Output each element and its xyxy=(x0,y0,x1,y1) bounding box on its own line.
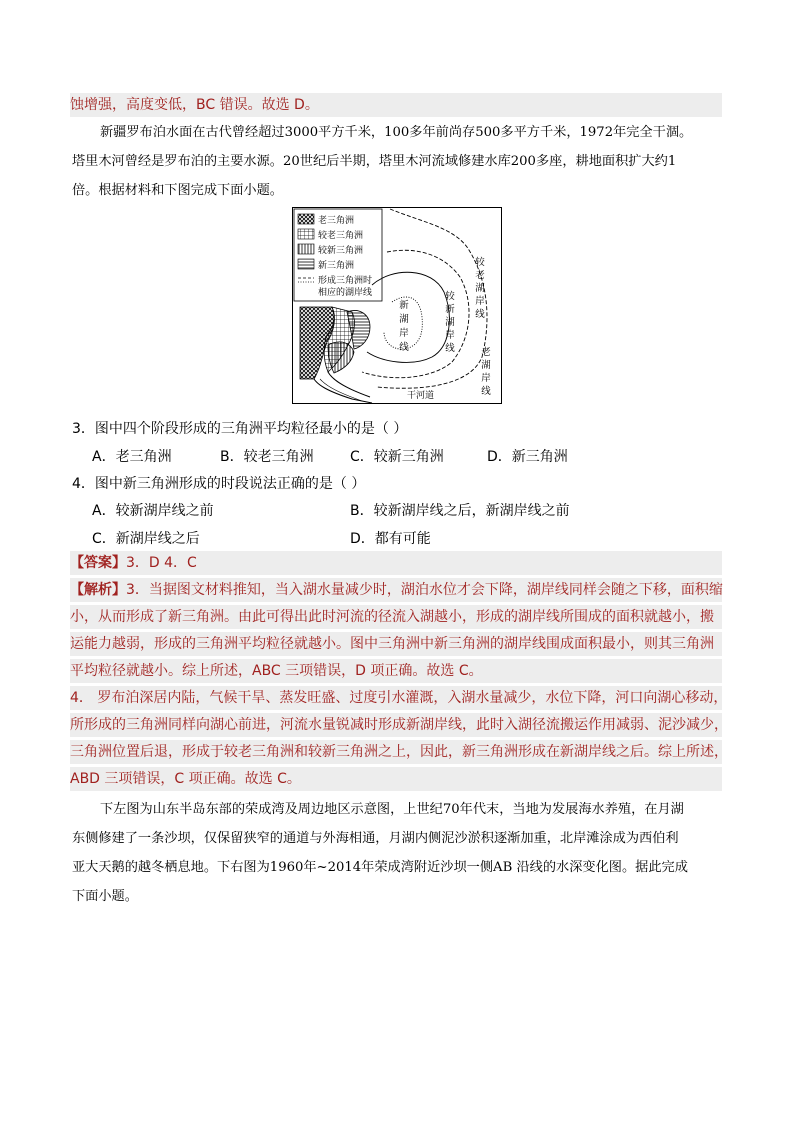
label-newer-shoreline xyxy=(445,290,455,354)
analysis-row xyxy=(70,578,722,602)
svg-text:新: 新 xyxy=(445,304,455,315)
svg-text:湖: 湖 xyxy=(475,283,485,294)
label-older-shoreline xyxy=(475,256,485,320)
river-label: 干河道 xyxy=(407,391,435,401)
passage2-line: 亚大天鹅的越冬栖息地。下右图为1960年~2014年荣成湾附近沙坝一侧AB 沿线的水深变化图。据此完成 xyxy=(72,860,688,875)
svg-text:老: 老 xyxy=(481,347,491,358)
analysis-row xyxy=(70,659,722,683)
svg-text:线: 线 xyxy=(481,386,491,397)
legend-label: 较老三角洲 xyxy=(318,231,364,241)
analysis-line: ABD 三项错误，C 项正确。故选 C。 xyxy=(70,771,301,787)
analysis-row xyxy=(70,686,728,710)
analysis-row xyxy=(70,632,722,656)
answer-text: 3．D 4．C xyxy=(126,555,197,571)
question-4-stem: 4．图中新三角洲形成的时段说法正确的是（ ） xyxy=(72,476,366,492)
legend-new-delta-swatch xyxy=(298,259,314,269)
question-4-option-b: B．较新湖岸线之后，新湖岸线之前 xyxy=(350,503,570,519)
answer-tag: 【答案】 xyxy=(70,555,126,571)
passage2-line: 下左图为山东半岛东部的荣成湾及周边地区示意图，上世纪70年代末，当地为发展海水养殖，在月湖 xyxy=(100,802,684,817)
legend-old-delta-swatch xyxy=(298,214,314,224)
analysis-tag: 【解析】 xyxy=(70,582,126,598)
passage2-line: 东侧修建了一条沙坝，仅保留狭窄的通道与外海相通，月湖内侧泥沙淤积逐渐加重，北岸滩涂成为西伯利 xyxy=(72,831,679,846)
svg-text:较: 较 xyxy=(445,291,455,302)
analysis-line: 运能力越弱，形成的三角洲平均粒径就越小。图中三角洲中新三角洲的湖岸线围成面积最小，则其三角洲 xyxy=(70,636,714,652)
question-3-option-b: B．较老三角洲 xyxy=(220,449,314,465)
lop-nur-delta-figure xyxy=(292,207,502,404)
legend-newer-delta-swatch xyxy=(298,244,314,254)
svg-text:线: 线 xyxy=(399,342,409,353)
svg-text:湖: 湖 xyxy=(445,317,455,328)
analysis-row xyxy=(70,740,728,764)
analysis-line: 3．当据图文材料推知，当入湖水量减少时，湖泊水位才会下降，湖岸线同样会随之下移，面积缩 xyxy=(126,582,723,598)
analysis-row xyxy=(70,767,722,791)
svg-text:较: 较 xyxy=(475,257,485,268)
passage1-line: 倍。根据材料和下图完成下面小题。 xyxy=(72,183,283,198)
passage1-line: 塔里木河曾经是罗布泊的主要水源。20世纪后半期，塔里木河流域修建水库200多座，耕地面积扩大约1 xyxy=(72,154,677,169)
question-3-option-a: A．老三角洲 xyxy=(92,449,172,465)
svg-text:岸: 岸 xyxy=(475,296,485,307)
question-4-option-a: A．较新湖岸线之前 xyxy=(92,503,214,519)
svg-text:岸: 岸 xyxy=(481,373,491,384)
analysis-line: 平均粒径就越小。综上所述，ABC 三项错误，D 项正确。故选 C。 xyxy=(70,663,483,679)
svg-text:老: 老 xyxy=(475,270,485,281)
svg-text:线: 线 xyxy=(475,309,485,320)
svg-text:线: 线 xyxy=(445,343,455,354)
legend-older-delta-swatch xyxy=(298,229,314,239)
svg-text:岸: 岸 xyxy=(445,330,455,341)
passage1-line: 新疆罗布泊水面在古代曾经超过3000平方千米，100多年前尚存500多平方千米，1972年完全干涸。 xyxy=(100,125,693,140)
svg-text:湖: 湖 xyxy=(481,360,491,371)
prev-explanation-text: 蚀增强，高度变低，BC 错误。故选 D。 xyxy=(70,97,319,113)
legend-label: 新三角洲 xyxy=(318,261,355,271)
analysis-line: 所形成的三角洲同样向湖心前进，河流水量锐减时形成新湖岸线，此时入湖径流搬运作用减弱、泥沙减少， xyxy=(70,717,728,733)
question-4-option-d: D．都有可能 xyxy=(350,531,431,547)
answer-row xyxy=(70,551,722,575)
legend-label: 形成三角洲时 xyxy=(318,276,373,286)
analysis-line: 4． 罗布泊深居内陆，气候干旱、蒸发旺盛、过度引水灌溉，入湖水量减少，水位下降，河口向湖心移动， xyxy=(70,690,728,706)
analysis-row xyxy=(70,605,722,629)
svg-text:岸: 岸 xyxy=(399,328,409,339)
legend-label: 相应的湖岸线 xyxy=(318,288,373,298)
question-4-option-c: C．新湖岸线之后 xyxy=(92,531,200,547)
analysis-line: 小，从而形成了新三角洲。由此可得出此时河流的径流入湖越小，形成的湖岸线所围成的面积就越小，搬 xyxy=(70,609,714,625)
legend-label: 较新三角洲 xyxy=(318,246,364,256)
svg-text:湖: 湖 xyxy=(399,314,409,325)
svg-text:新: 新 xyxy=(399,300,409,311)
question-3-option-c: C．较新三角洲 xyxy=(350,449,444,465)
legend-label: 老三角洲 xyxy=(318,216,355,226)
prev-explanation-fragment xyxy=(70,93,722,117)
analysis-row xyxy=(70,713,728,737)
passage2-line: 下面小题。 xyxy=(72,889,138,904)
question-3-stem: 3．图中四个阶段形成的三角洲平均粒径最小的是（ ） xyxy=(72,421,408,437)
analysis-line: 三角洲位置后退，形成于较老三角洲和较新三角洲之上，因此，新三角洲形成在新湖岸线之后。综上所述， xyxy=(70,744,728,760)
question-3-option-d: D．新三角洲 xyxy=(487,449,568,465)
